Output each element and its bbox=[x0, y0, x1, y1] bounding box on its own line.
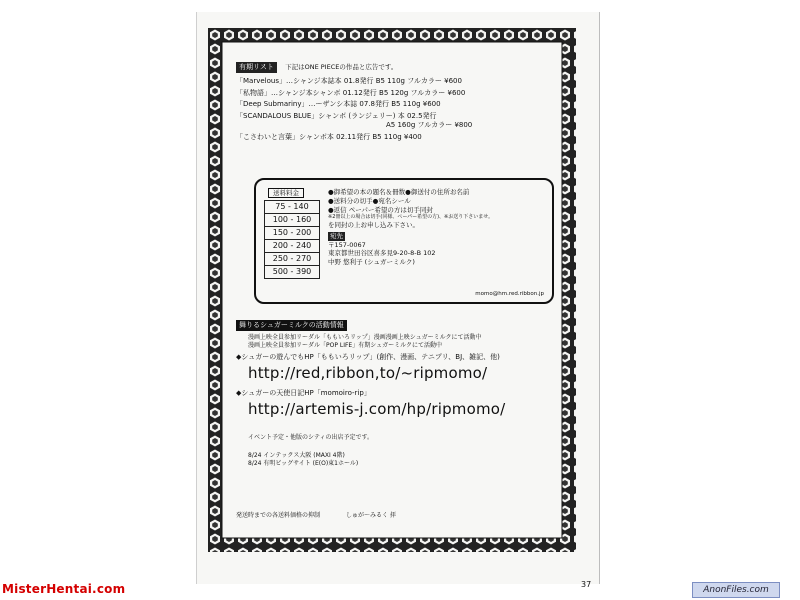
order-note: ●御希望の本の題名＆冊数●御送付の住所お名前 bbox=[328, 188, 470, 196]
event-list bbox=[248, 452, 552, 469]
event-intro: イベント予定・他版のシティの出店予定です。 bbox=[248, 434, 374, 442]
table-cell: 500 - 390 bbox=[265, 266, 320, 279]
watermark-logo-left: MisterHentai.com bbox=[2, 582, 126, 596]
order-note: を同封の上お申し込み下さい。 bbox=[328, 221, 419, 230]
activity-heading: 舞りるシュガーミルクの活動情報 bbox=[236, 320, 347, 331]
list-item: 「Marvelous」…シャンジ本誌本 01.8発行 B5 110g フルカラー ¥600 bbox=[236, 76, 462, 85]
list-item: 「SCANDALOUS BLUE」シャンボ (ランジェリー) 本 02.5発行 bbox=[236, 112, 437, 120]
order-note: ●送料分の切手●宛名シール bbox=[328, 196, 411, 205]
book-list bbox=[236, 77, 552, 142]
order-note: ●返信 ペーパー希望の方は切手同封 bbox=[328, 205, 433, 214]
diary-bullet: ◆シュガーの天使日記HP「momoiro-rip」 bbox=[236, 388, 371, 397]
price-table bbox=[264, 200, 320, 279]
order-note: ※2冊以上の場合は切手(同様、ペーパー希望の方)、※お送り下さいませ。 bbox=[328, 214, 494, 221]
signature: しゅが〜みるく 拝 bbox=[346, 512, 396, 519]
footer-note: 発送時までの各送料価格の抑制 bbox=[236, 512, 321, 519]
table-cell: 200 - 240 bbox=[265, 240, 320, 253]
contact-email: momo@hm.red.ribbon.jp bbox=[475, 291, 544, 298]
book-list-heading: 有期リスト bbox=[236, 62, 277, 73]
homepage-url[interactable]: http://red,ribbon,to/~ripmomo/ bbox=[248, 364, 488, 383]
book-list-intro: 下記はONE PIECEの作品と広告です。 bbox=[285, 63, 398, 71]
activity-section bbox=[236, 320, 552, 469]
table-cell: 150 - 200 bbox=[265, 227, 320, 240]
list-item: 8/24 有明ビッグサイト (E(O)東1ホール) bbox=[248, 460, 359, 468]
list-item: 「こさわいと言葉」シャンボ本 02.11発行 B5 110g ¥400 bbox=[236, 132, 422, 141]
list-item: 「私物語」…シャンジ本シャンボ 01.12発行 B5 120g フルカラー ¥600 bbox=[236, 88, 466, 97]
list-item-detail: A5 160g フルカラー ¥800 bbox=[386, 120, 473, 129]
postal-code: 〒157-0067 bbox=[328, 240, 366, 249]
homepage-bullet: ◆シュガーの遊んでもHP「ももいろリップ」(創作、漫画、テニプリ、BJ、雑記、他) bbox=[236, 353, 500, 362]
activity-line: 漫画上映全員参加リーダル「POP LIFE」有期シュガーミルクにて活動中 bbox=[248, 341, 442, 349]
address-label: 宛先 bbox=[330, 231, 343, 240]
activity-line: 漫画上映全員参加リーダル「ももいろリップ」漫画漫画上映シュガーミルクにて活動中 bbox=[248, 333, 482, 341]
table-cell: 75 - 140 bbox=[265, 201, 320, 214]
page-content bbox=[236, 62, 552, 532]
order-instructions bbox=[328, 188, 548, 267]
watermark-logo-right: AnonFiles.com bbox=[692, 582, 780, 598]
list-item: 「Deep Submariny」…ーザンシ本誌 07.8発行 B5 110g ¥600 bbox=[236, 100, 441, 109]
price-table-heading: 送料料金 bbox=[268, 188, 304, 198]
list-item: 8/24 インテックス大阪 (MAXI 4階) bbox=[248, 451, 345, 459]
table-cell: 250 - 270 bbox=[265, 253, 320, 266]
recipient-name: 中野 悠利子 (シュガーミルク) bbox=[328, 258, 415, 267]
diary-url[interactable]: http://artemis-j.com/hp/ripmomo/ bbox=[248, 399, 506, 418]
order-info-box bbox=[254, 178, 554, 304]
table-cell: 100 - 160 bbox=[265, 214, 320, 227]
activity-lines bbox=[248, 334, 552, 350]
book-list-section bbox=[236, 62, 552, 141]
street-address: 東京都世田谷区喜多見9-20-8-B 102 bbox=[328, 249, 436, 258]
page-number: 37 bbox=[581, 580, 592, 589]
